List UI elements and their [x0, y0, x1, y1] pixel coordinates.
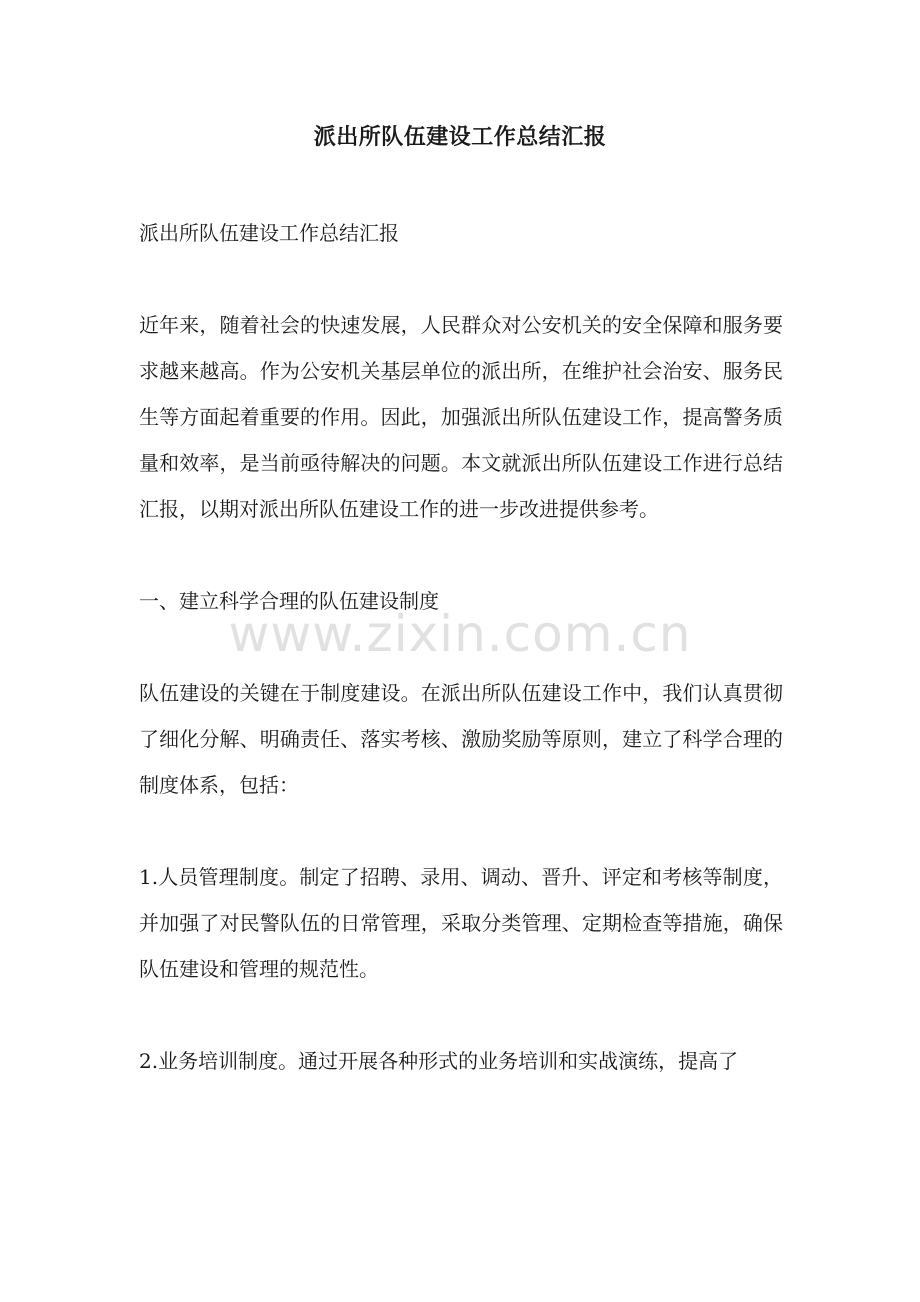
body-paragraph: 队伍建设的关键在于制度建设。在派出所队伍建设工作中，我们认真贯彻了细化分解、明确责任、落实考核、激励奖励等原则，建立了科学合理的制度体系，包括：	[139, 681, 783, 797]
intro-paragraph: 近年来，随着社会的快速发展，人民群众对公安机关的安全保障和服务要求越来越高。作为公安机关基层单位的派出所，在维护社会治安、服务民生等方面起着重要的作用。因此，加强派出所队伍建设工作，提高警务质量和效率，是当前亟待解决的问题。本文就派出所队伍建设工作进行总结汇报，以期对派出所队伍建设工作的进一步改进提供参考。	[139, 313, 783, 521]
subtitle-paragraph: 派出所队伍建设工作总结汇报	[139, 221, 399, 245]
section-heading: 一、建立科学合理的队伍建设制度	[139, 589, 439, 613]
list-item-2: 2.业务培训制度。通过开展各种形式的业务培训和实战演练，提高了	[139, 1049, 739, 1073]
document-body	[139, 210, 783, 1130]
document-title: 派出所队伍建设工作总结汇报	[313, 124, 607, 150]
watermark: www.zixin.com.cn	[228, 605, 692, 663]
list-item-1: 1.人员管理制度。制定了招聘、录用、调动、晋升、评定和考核等制度，并加强了对民警队伍的日常管理，采取分类管理、定期检查等措施，确保队伍建设和管理的规范性。	[139, 865, 783, 981]
